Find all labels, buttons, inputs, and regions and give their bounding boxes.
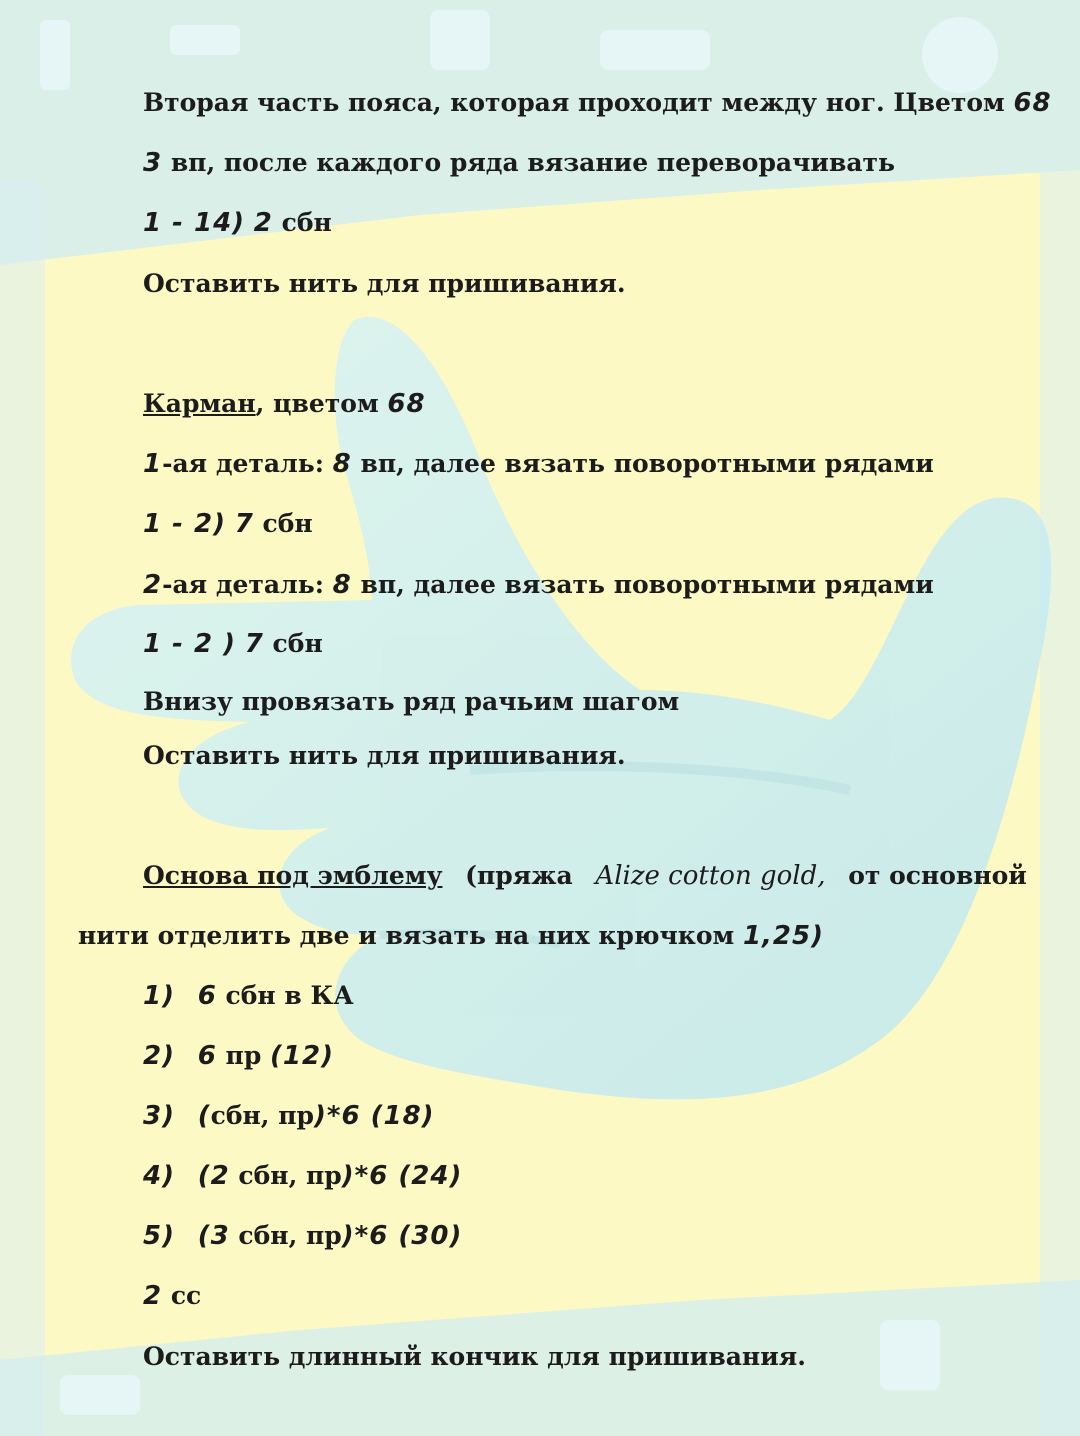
emblem-yarn-name: Alize cotton gold, (595, 861, 826, 891)
pocket-heading (143, 389, 426, 419)
emblem-cc-num: 2 (143, 1281, 163, 1311)
emblem-line2 (78, 921, 824, 951)
pocket-part2-rows-text: сбн (272, 629, 323, 658)
pocket-part1-chain: 8 (332, 449, 352, 479)
pocket-part2-rows-label: 1 - 2 ) (143, 629, 237, 659)
emblem-finish: Оставить длинный кончик для пришивания. (143, 1342, 806, 1371)
pocket-title: Карман (143, 389, 256, 418)
emblem-row-label: 2) (143, 1041, 175, 1071)
belt-rows-label: 1 - 14) (143, 208, 246, 238)
belt-intro (143, 88, 1052, 118)
pocket-part1-num: 1 (143, 449, 163, 479)
belt-chain-line (143, 148, 895, 178)
pocket-color-text: , цветом (255, 389, 379, 418)
emblem-title: Основа под эмблему (143, 861, 443, 890)
emblem-row-post: )*6 (30) (341, 1221, 463, 1251)
pocket-part2 (143, 570, 934, 600)
belt-intro-text: Вторая часть пояса, которая проходит между ног. Цветом (143, 88, 1005, 117)
pocket-finish: Оставить нить для пришивания. (143, 741, 626, 770)
emblem-line2-text: нити отделить две и вязать на них крючком (78, 921, 735, 950)
belt-chain-count: 3 (143, 148, 163, 178)
emblem-row (143, 1041, 334, 1071)
emblem-hook-size: 1,25) (742, 921, 825, 951)
emblem-cc-line (143, 1281, 201, 1311)
emblem-row-pre: (3 (197, 1221, 230, 1251)
belt-rows-count: 2 (253, 208, 273, 238)
pocket-part1-rest: вп, далее вязать поворотными рядами (360, 449, 934, 478)
pocket-part2-rest: вп, далее вязать поворотными рядами (360, 570, 934, 599)
emblem-row (143, 981, 354, 1011)
pocket-part2-num: 2 (143, 570, 163, 600)
belt-color-number: 68 (1013, 88, 1052, 118)
emblem-row (143, 1161, 462, 1191)
pocket-part2-text: -ая деталь: (162, 570, 324, 599)
emblem-cc-text: сс (170, 1281, 202, 1310)
belt-chain-text: вп, после каждого ряда вязание переворачивать (170, 148, 895, 177)
emblem-row-text: пр (225, 1041, 262, 1070)
pocket-part1-rows-count: 7 (234, 509, 254, 539)
pocket-part1-text: -ая деталь: (162, 449, 324, 478)
emblem-row (143, 1221, 462, 1251)
pocket-edge: Внизу провязать ряд рачьим шагом (143, 687, 680, 716)
belt-finish: Оставить нить для пришивания. (143, 269, 626, 298)
emblem-row-pre: ( (197, 1101, 211, 1131)
pocket-part1-rows-label: 1 - 2) (143, 509, 226, 539)
emblem-row-text: сбн, пр (238, 1161, 342, 1190)
emblem-row-text: сбн в КА (225, 981, 354, 1010)
belt-rows-text: сбн (281, 208, 332, 237)
emblem-row-post: )*6 (24) (341, 1161, 463, 1191)
emblem-row-pre: 6 (197, 1041, 217, 1071)
pocket-color-number: 68 (387, 389, 426, 419)
emblem-row-pre: (2 (197, 1161, 230, 1191)
emblem-heading (143, 861, 1027, 891)
belt-rows-line (143, 208, 332, 238)
emblem-row-label: 3) (143, 1101, 175, 1131)
emblem-paren-open: (пряжа (465, 861, 573, 890)
emblem-after-yarn: от основной (848, 861, 1027, 890)
emblem-row-text: сбн, пр (210, 1101, 314, 1130)
emblem-row-text: сбн, пр (238, 1221, 342, 1250)
pocket-part1 (143, 449, 934, 479)
emblem-row-label: 1) (143, 981, 175, 1011)
pocket-part1-rows (143, 509, 313, 539)
emblem-row-label: 4) (143, 1161, 175, 1191)
pocket-part2-chain: 8 (332, 570, 352, 600)
emblem-row-post: (12) (270, 1041, 334, 1071)
emblem-row-label: 5) (143, 1221, 175, 1251)
emblem-row-post: )*6 (18) (313, 1101, 435, 1131)
pocket-part1-rows-text: сбн (262, 509, 313, 538)
emblem-row (143, 1101, 435, 1131)
emblem-row-pre: 6 (197, 981, 217, 1011)
pocket-part2-rows (143, 629, 323, 659)
pocket-part2-rows-count: 7 (244, 629, 264, 659)
